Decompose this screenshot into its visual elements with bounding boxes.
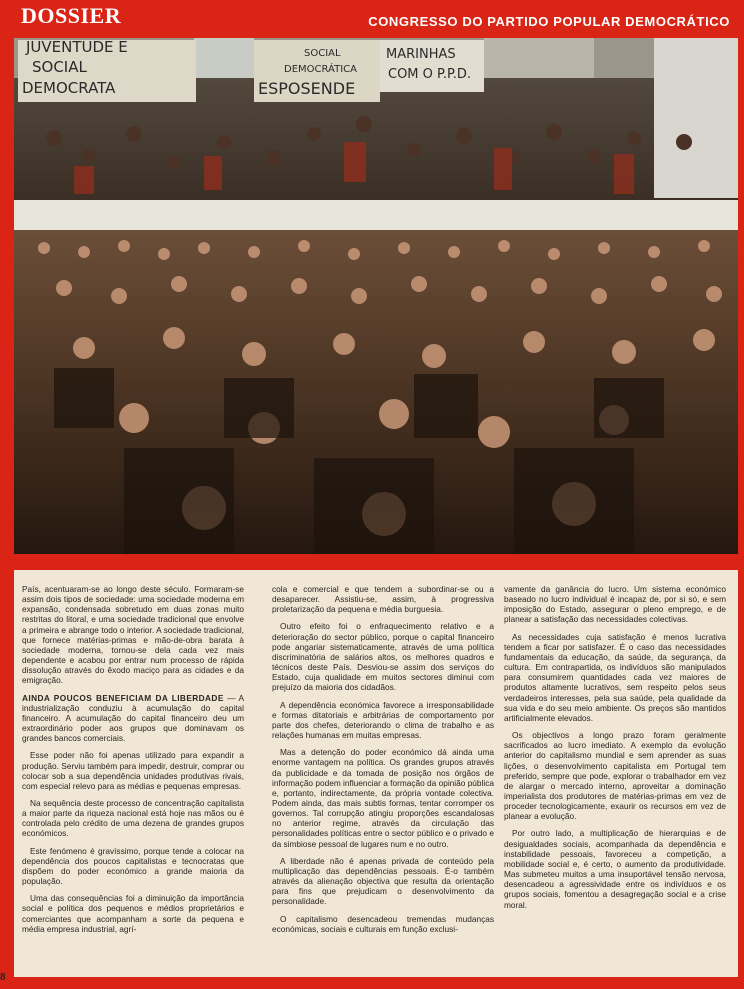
banner-left bbox=[18, 38, 196, 102]
text-column-3 bbox=[504, 584, 726, 917]
paragraph: As necessidades cuja satisfação é menos lucrativa tendem a ficar por satisfazer. É o caso das necessidades fundamentais da educação, da saúde, da segurança, da cultura. Em contrapartida, os indivíduos são manipulados para consumirem quantidades cada vez maiores de produtos altamente lucrativos, sem respeito pelos seus verdadeiros interesses, pela sua saúde, pela qualidade da sua vida e do seu meio ambiente. Os preços são mantidos artificialmente elevados. bbox=[504, 631, 726, 723]
banner-middle bbox=[254, 40, 380, 102]
section-label: DOSSIER bbox=[21, 3, 122, 28]
banner-right-line1: MARINHAS bbox=[386, 47, 456, 62]
congress-photo bbox=[14, 38, 738, 554]
paragraph: Uma das consequências foi a diminuição da importância social e política dos pequenos e médios proprietários e comerciantes que acompanham a sorte da pequena e média empresa industrial, agrí- bbox=[22, 893, 244, 934]
banner-right-line2: COM O P.P.D. bbox=[388, 67, 472, 82]
banner-middle-line2: DEMOCRÁTICA bbox=[284, 64, 357, 75]
banner-middle-line1: SOCIAL bbox=[304, 48, 341, 59]
paragraph: Na sequência deste processo de concentração capitalista a maior parte da riqueza nacional está hoje nas mãos ou é controlada pelo crédito de uma dezena de grandes grupos económicos. bbox=[22, 797, 244, 839]
text-column-2 bbox=[272, 584, 494, 941]
banner-left-line2: SOCIAL bbox=[32, 58, 87, 76]
paragraph: Mas a detenção do poder económico dá ainda uma enorme vantagem na política. Os grandes grupos através da publicidade e da tomada de posição nos órgãos de informação podem influenciar a formação da opinião pública e, portanto, indirectamente, da própria vontade colectiva. Podem ainda, das mais subtis formas, tentar corromper os governos. Tal corrupção atingiu proporções escandalosas no anterior regime, através da circulação das personalidades políticas entre o sector público e o privado e da simbiose pessoal de lugares num e no outro. bbox=[272, 747, 494, 849]
paragraph: A dependência económica favorece a irresponsabilidade e formas ditatoriais e arbitrárias de comportamento por parte dos chefes, deteriorando o clima de trabalho e as relações humanas em muitas empresas. bbox=[272, 699, 494, 741]
banner-left-line3: DEMOCRATA bbox=[22, 79, 116, 97]
paragraph: A liberdade não é apenas privada de conteúdo pela multiplicação das dependências pessoais. É-o também através da alienação objectiva que resulta da orientação para fins que prejudicam o desenvolvimento da personalidade. bbox=[272, 855, 494, 907]
balcony-wall bbox=[14, 200, 738, 230]
paragraph-with-subhead bbox=[22, 693, 244, 744]
page-header bbox=[0, 0, 744, 34]
paragraph: Esse poder não foi apenas utilizado para expandir a produção. Serviu também para impedir, destruir, comprar ou colocar sob a sua dependência unidades produtivas rivais, com especial relevo para as médias e pequenas empresas. bbox=[22, 750, 244, 791]
paragraph-text: — A industrialização conduziu à acumulação do capital financeiro. A acumulação do capital financeiro deu um extraordinário poder aos grupos que dominavam os grandes bancos comerciais. bbox=[22, 692, 245, 744]
banner-right bbox=[380, 40, 484, 92]
paragraph: O capitalismo desencadeou tremendas mudanças económicas, sociais e culturais em função exclusi- bbox=[272, 913, 494, 934]
paragraph: País, acentuaram-se ao longo deste século. Formaram-se assim dois tipos de sociedade: uma sociedade moderna em expansão, condensada sobretudo em duas zonas muito restritas do litoral, e uma sociedade tradicional que envolve a primeira e abrange todo o interior. A sociedade tradicional, que fornece matérias-primas e mão-de-obra barata à sociedade moderna, tornou-se dela cada vez mais dependente e acabou por entrar num processo de rápida dissolução através do êxodo maciço para as cidades e da emigração. bbox=[22, 584, 244, 686]
paragraph: vamente da ganância do lucro. Um sistema económico baseado no lucro individual é incapaz de, por si só, e sem imposição do Estado, assegurar o pleno emprego, e de planear a satisfação das necessidades colectivas. bbox=[504, 584, 726, 625]
paragraph: Por outro lado, a multiplicação de hierarquias e de desigualdades sociais, acompanhada da dependência e instabilidade pessoais, favoreceu a competição, a mobilidade social e, é certo, o aumento da produtividade. Mas submeteu muitos a uma insuportável tensão nervosa, desencadeou a agressividade entre os indivíduos e os grupos sociais, fomentou a desagregação social e a crise moral. bbox=[504, 828, 726, 910]
banner-middle-line3: ESPOSENDE bbox=[258, 79, 356, 98]
article-body bbox=[14, 570, 738, 977]
paragraph: Este fenómeno é gravíssimo, porque tende a colocar na dependência dos poucos capitalistas e tecnocratas que dispõem do poder económico a grande maioria da população. bbox=[22, 845, 244, 887]
paragraph: Outro efeito foi o enfraquecimento relativo e a deterioração do sector público, porque o capital financeiro pode angariar sistematicamente, através de uma política discriminatória de salários altos, os melhores quadros e técnicos deste País. Desviou-se assim dos serviços do Estado, cuja qualidade em muitos sectores diminui com prejuízo da maioria dos cidadãos. bbox=[272, 621, 494, 693]
paragraph: Os objectivos a longo prazo foram geralmente sacrificados ao lucro imediato. A exemplo da evolução anterior do capitalismo mundial e sem aprender as suas lições, o desenvolvimento capitalista em Portugal tem preferido, sempre que pode, explorar o trabalhador em vez de alargar o mercado interno, aproveitar a dominação imperialista dos produtores de matérias-primas em vez de proceder tecnologicamente, exaurir os recursos em vez de planear a evolução. bbox=[504, 730, 726, 822]
page-number: 8 bbox=[0, 972, 6, 983]
text-column-1 bbox=[22, 584, 244, 941]
article-title: CONGRESSO DO PARTIDO POPULAR DEMOCRÁTICO bbox=[368, 14, 730, 29]
banner-left-line1: JUVENTUDE E bbox=[26, 38, 128, 56]
crowd-illustration bbox=[14, 38, 738, 554]
subheading: AINDA POUCOS BENEFICIAM DA LIBERDADE bbox=[22, 692, 224, 703]
paragraph: cola e comercial e que tendem a subordinar-se ou a desaparecer. Assistiu-se, assim, à progressiva proletarização da pequena e média burguesia. bbox=[272, 584, 494, 615]
